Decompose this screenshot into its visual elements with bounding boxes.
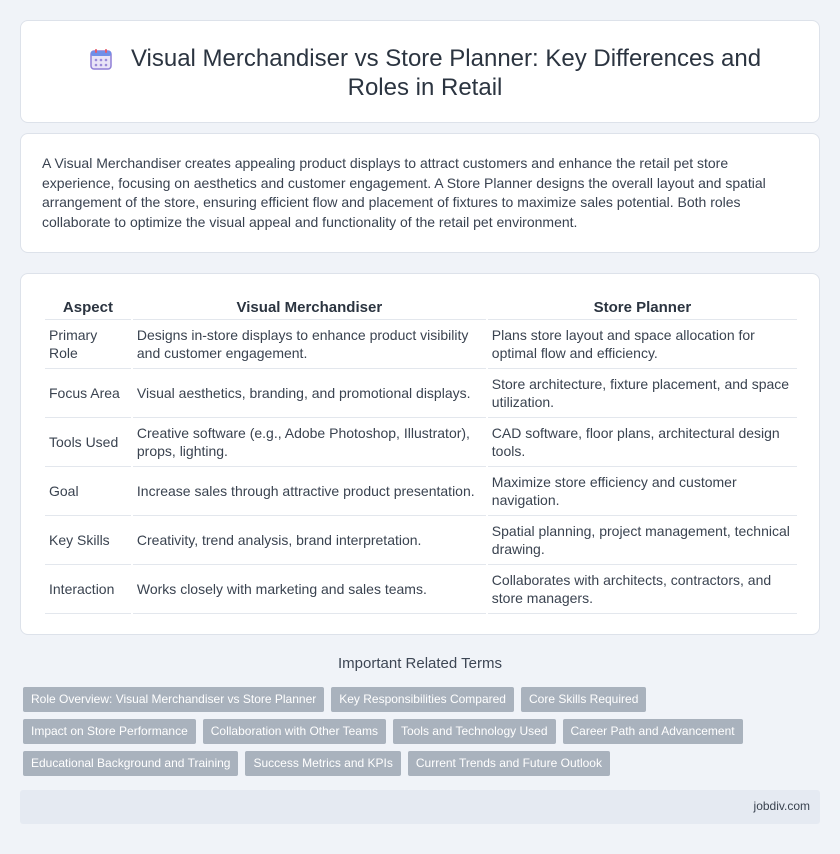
related-term-tag[interactable]: Tools and Technology Used bbox=[393, 719, 556, 744]
comparison-card bbox=[20, 273, 820, 635]
related-term-tag[interactable]: Role Overview: Visual Merchandiser vs Store Planner bbox=[23, 687, 324, 712]
comparison-table bbox=[43, 296, 799, 614]
row-store-planner: Plans store layout and space allocation for optimal flow and efficiency. bbox=[488, 320, 797, 369]
header-visual-merchandiser: Visual Merchandiser bbox=[133, 296, 486, 320]
related-term-tag[interactable]: Career Path and Advancement bbox=[563, 719, 743, 744]
intro-paragraph: A Visual Merchandiser creates appealing product displays to attract customers and enhance the retail pet store experience, focusing on aesthetics and customer engagement. A Store Planner designs the overall layout and spatial arrangement of the store, ensuring efficient flow and placement of fixtures to maximize sales potential. Both roles collaborate to optimize the visual appeal and functionality of the retail pet environment. bbox=[42, 155, 766, 230]
row-store-planner: Spatial planning, project management, technical drawing. bbox=[488, 516, 797, 565]
row-aspect: Tools Used bbox=[45, 418, 131, 467]
table-row bbox=[45, 369, 797, 418]
related-term-tag[interactable]: Core Skills Required bbox=[521, 687, 646, 712]
related-term-tag[interactable]: Key Responsibilities Compared bbox=[331, 687, 514, 712]
header-aspect: Aspect bbox=[45, 296, 131, 320]
page-title: Visual Merchandiser vs Store Planner: Key Differences and Roles in Retail bbox=[130, 45, 762, 101]
related-term-tag[interactable]: Collaboration with Other Teams bbox=[203, 719, 386, 744]
related-term-tag[interactable]: Impact on Store Performance bbox=[23, 719, 196, 744]
table-header-row bbox=[45, 296, 797, 320]
calendar-icon bbox=[89, 47, 113, 71]
row-visual-merchandiser: Designs in-store displays to enhance product visibility and customer engagement. bbox=[133, 320, 486, 369]
table-row bbox=[45, 565, 797, 614]
row-visual-merchandiser: Works closely with marketing and sales teams. bbox=[133, 565, 486, 614]
row-aspect: Focus Area bbox=[45, 369, 131, 418]
row-store-planner: Maximize store efficiency and customer navigation. bbox=[488, 467, 797, 516]
row-store-planner: CAD software, floor plans, architectural design tools. bbox=[488, 418, 797, 467]
header-store-planner: Store Planner bbox=[488, 296, 797, 320]
related-terms-heading: Important Related Terms bbox=[338, 655, 502, 672]
header-card bbox=[20, 20, 820, 123]
row-store-planner: Collaborates with architects, contractors, and store managers. bbox=[488, 565, 797, 614]
page-title-wrap bbox=[71, 44, 779, 102]
row-aspect: Key Skills bbox=[45, 516, 131, 565]
row-visual-merchandiser: Creativity, trend analysis, brand interpretation. bbox=[133, 516, 486, 565]
row-aspect: Primary Role bbox=[45, 320, 131, 369]
related-term-tag[interactable]: Success Metrics and KPIs bbox=[245, 751, 400, 776]
table-row bbox=[45, 320, 797, 369]
row-aspect: Interaction bbox=[45, 565, 131, 614]
table-row bbox=[45, 418, 797, 467]
related-term-tag[interactable]: Current Trends and Future Outlook bbox=[408, 751, 610, 776]
row-visual-merchandiser: Increase sales through attractive product presentation. bbox=[133, 467, 486, 516]
row-store-planner: Store architecture, fixture placement, and space utilization. bbox=[488, 369, 797, 418]
row-visual-merchandiser: Visual aesthetics, branding, and promotional displays. bbox=[133, 369, 486, 418]
row-aspect: Goal bbox=[45, 467, 131, 516]
footer-site-link[interactable]: jobdiv.com bbox=[753, 799, 810, 813]
table-row bbox=[45, 467, 797, 516]
footer bbox=[20, 790, 820, 824]
table-row bbox=[45, 516, 797, 565]
related-term-tag[interactable]: Educational Background and Training bbox=[23, 751, 238, 776]
related-terms-list bbox=[23, 687, 823, 783]
intro-card bbox=[20, 133, 820, 253]
row-visual-merchandiser: Creative software (e.g., Adobe Photoshop, Illustrator), props, lighting. bbox=[133, 418, 486, 467]
